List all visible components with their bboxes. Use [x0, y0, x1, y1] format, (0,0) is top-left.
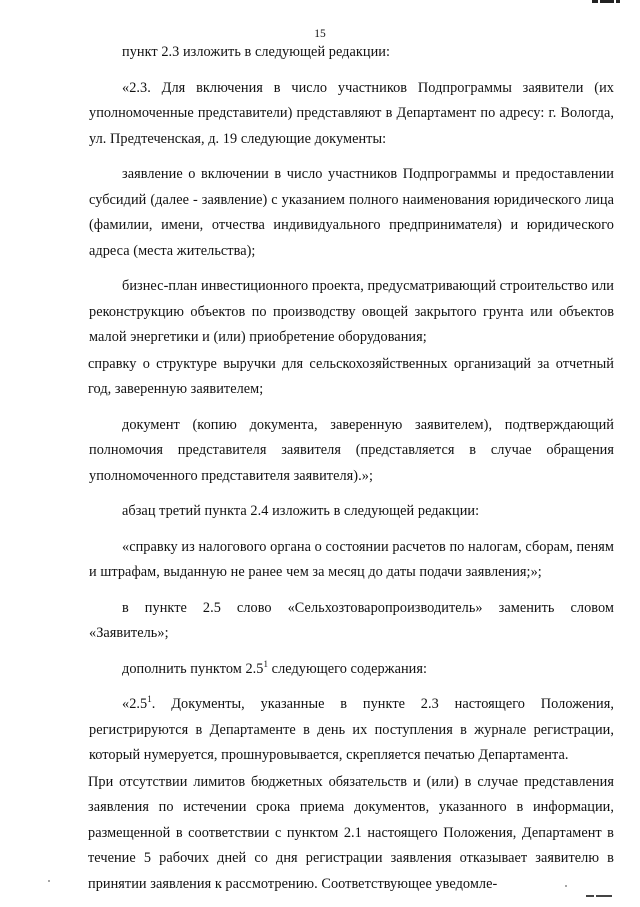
- paragraph: «2.3. Для включения в число участников Подпрограммы заявители (их уполномоченные представители) представляют в Департамент по адресу: г. Вологда, ул. Предтеченская, д. 19 следующие документы:: [89, 79, 614, 147]
- paragraph: [89, 692, 614, 769]
- scan-mark-top: [592, 0, 626, 6]
- paragraph: в пункте 2.5 слово «Сельхозтоваропроизводитель» заменить словом «Заявитель»;: [89, 599, 614, 641]
- paragraph: [89, 657, 614, 683]
- paragraph: При отсутствии лимитов бюджетных обязательств и (или) в случае представления заявления по истечении срока приема документов, указанного в информации, размещенной в соответствии с пунктом 2.1 настоящего Положения, Департамент в течение 5 рабочих дней со дня регистрации заявления отказывает заявителю в принятии заявления к рассмотрению. Соответствующее уведомле-: [88, 773, 614, 892]
- paragraph: абзац третий пункта 2.4 изложить в следующей редакции:: [122, 503, 480, 519]
- superscript: 1: [147, 694, 152, 704]
- document-body: [89, 40, 614, 907]
- paragraph-text: следующего содержания:: [268, 660, 428, 677]
- paragraph: пункт 2.3 изложить в следующей редакции:: [122, 44, 391, 60]
- paragraph-text: . Документы, указанные в пункте 2.3 настоящего Положения, регистрируются в Департаменте в день их поступления в журнале регистрации, который нумеруется, прошнуровывается, скрепляется печатью Департамента.: [89, 696, 614, 763]
- page-number: 15: [314, 28, 326, 40]
- paragraph: «справку из налогового органа о состоянии расчетов по налогам, сборам, пеням и штрафам, выданную не ранее чем за месяц до даты подачи заявления;»;: [89, 538, 614, 580]
- paragraph: заявление о включении в число участников Подпрограммы и предоставлении субсидий (далее - заявление) с указанием полного наименования юридического лица (фамилии, имени, отчества индивидуального предпринимателя) и юридического адреса (места жительства);: [89, 166, 614, 259]
- scan-speck: [48, 880, 50, 882]
- paragraph: бизнес-план инвестиционного проекта, предусматривающий строительство или реконструкцию объектов по производству овощей закрытого грунта или объектов малой энергетики и (или) приобретение оборудования;: [89, 278, 614, 345]
- paragraph-text: «2.5: [122, 696, 148, 712]
- superscript: 1: [263, 658, 269, 669]
- paragraph: документ (копию документа, заверенную заявителем), подтверждающий полномочия представителя заявителя (представляется в случае обращения уполномоченного представителя заявителя).»;: [89, 416, 614, 484]
- paragraph: справку о структуре выручки для сельскохозяйственных организаций за отчетный год, заверенную заявителем;: [88, 355, 614, 397]
- paragraph-text: дополнить пунктом 2.5: [122, 660, 264, 677]
